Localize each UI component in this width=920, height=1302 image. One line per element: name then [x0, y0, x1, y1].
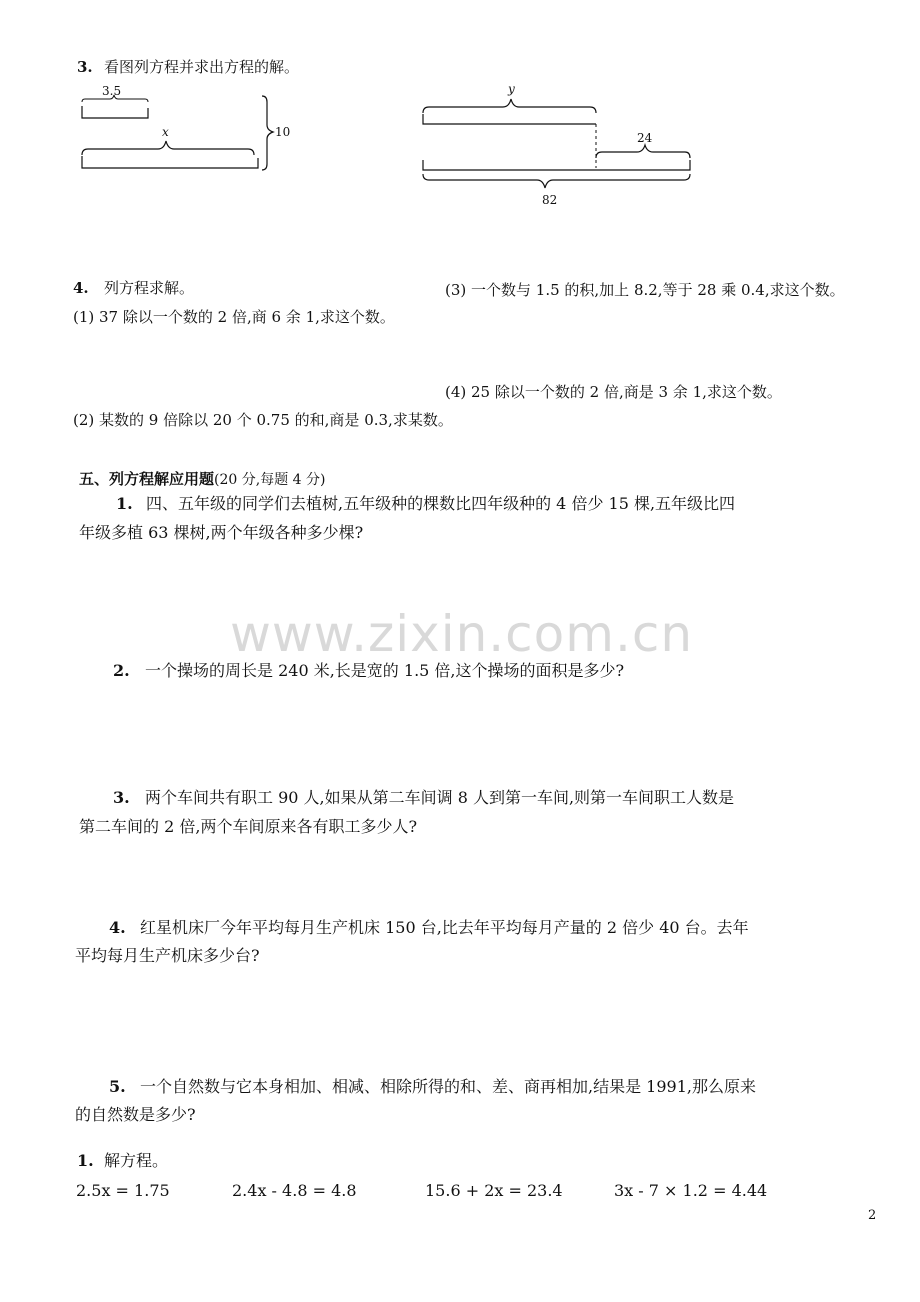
- fig2-top-brace: [423, 99, 596, 113]
- fig2-top-bar: [423, 114, 596, 124]
- solve-number: 1.: [77, 1151, 94, 1170]
- problem-5-line2: 的自然数是多少?: [75, 1105, 196, 1124]
- fig1-long-brace: [82, 141, 254, 155]
- part5-heading-text: 五、列方程解应用题: [79, 470, 215, 488]
- diagram-1: [70, 80, 310, 180]
- question-4-3: (3) 一个数与 1.5 的积,加上 8.2,等于 28 乘 0.4,求这个数。: [445, 281, 845, 299]
- problem-2-line1: 一个操场的周长是 240 米,长是宽的 1.5 倍,这个操场的面积是多少?: [145, 661, 625, 680]
- fig2-bottom-brace: [423, 174, 690, 188]
- page-number: 2: [868, 1208, 877, 1223]
- question-4-2: (2) 某数的 9 倍除以 20 个 0.75 的和,商是 0.3,求某数。: [73, 411, 453, 429]
- section4-number: 4.: [73, 279, 89, 297]
- fig2-right-label: 24: [637, 131, 653, 145]
- problem-5-number: 5.: [109, 1077, 126, 1096]
- equation-1: 2.5x = 1.75: [76, 1181, 170, 1200]
- equation-4: 3x - 7 × 1.2 = 4.44: [614, 1181, 768, 1200]
- section4-title: 列方程求解。: [104, 279, 195, 297]
- equation-3: 15.6 + 2x = 23.4: [425, 1181, 563, 1200]
- problem-1-line1: 四、五年级的同学们去植树,五年级种的棵数比四年级种的 4 倍少 15 棵,五年级比四: [146, 494, 736, 513]
- fig2-right-brace: [596, 145, 690, 158]
- problem-3-number: 3.: [113, 788, 130, 807]
- part5-heading-note: (20 分,每题 4 分): [214, 472, 326, 488]
- question-4-1: (1) 37 除以一个数的 2 倍,商 6 余 1,求这个数。: [73, 308, 395, 326]
- section3-title: 看图列方程并求出方程的解。: [104, 58, 300, 76]
- section3-number: 3.: [77, 58, 93, 76]
- problem-3-line2: 第二车间的 2 倍,两个车间原来各有职工多少人?: [79, 817, 418, 836]
- fig1-bottom-label: x: [162, 125, 169, 139]
- part5-heading: [79, 469, 325, 490]
- problem-4-number: 4.: [109, 918, 126, 937]
- problem-4-line1: 红星机床厂今年平均每月生产机床 150 台,比去年平均每月产量的 2 倍少 40 台。去年: [140, 918, 749, 937]
- problem-5-line1: 一个自然数与它本身相加、相减、相除所得的和、差、商再相加,结果是 1991,那么原来: [140, 1077, 756, 1096]
- diagram-2: [415, 78, 705, 213]
- problem-1-number: 1.: [116, 494, 133, 513]
- fig2-top-label: y: [508, 82, 515, 96]
- problem-3-line1: 两个车间共有职工 90 人,如果从第二车间调 8 人到第一车间,则第一车间职工人数是: [145, 788, 735, 807]
- fig1-short-bar: [82, 106, 148, 118]
- fig1-top-label: 3.5: [102, 84, 122, 98]
- watermark: www.zixin.com.cn: [230, 605, 694, 663]
- equation-2: 2.4x - 4.8 = 4.8: [232, 1181, 357, 1200]
- fig1-side-brace: [262, 96, 273, 170]
- question-4-4: (4) 25 除以一个数的 2 倍,商是 3 余 1,求这个数。: [445, 383, 782, 401]
- solve-title: 解方程。: [104, 1151, 169, 1170]
- fig2-long-bar: [423, 160, 690, 170]
- problem-4-line2: 平均每月生产机床多少台?: [75, 946, 260, 965]
- problem-1-line2: 年级多植 63 棵树,两个年级各种多少棵?: [79, 523, 364, 542]
- fig2-bottom-label: 82: [542, 193, 558, 207]
- problem-2-number: 2.: [113, 661, 130, 680]
- fig1-long-bar: [82, 156, 258, 168]
- fig1-side-label: 10: [275, 125, 291, 139]
